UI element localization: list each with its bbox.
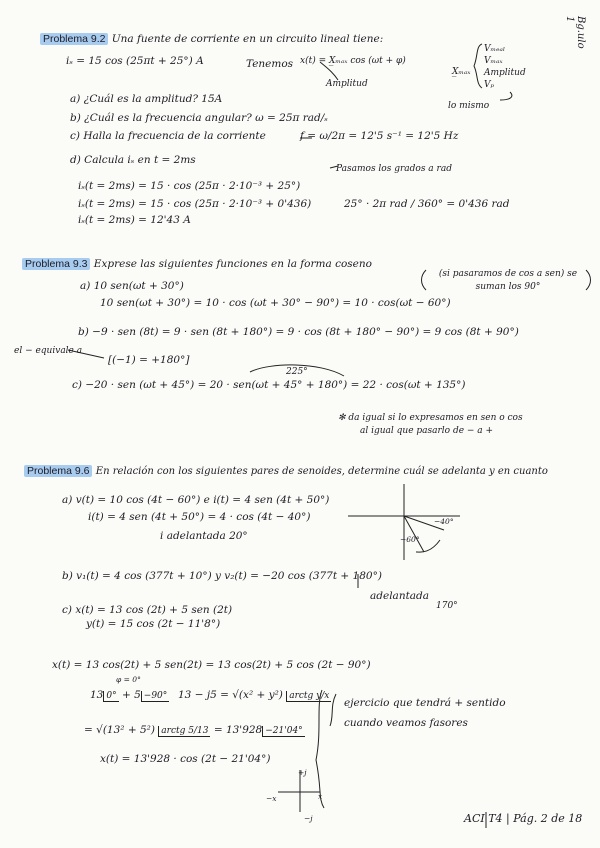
part-a-given: a) 10 sen(ωt + 30°): [80, 280, 184, 292]
note-line-1: ✻ da igual si lo expresamos en sen o cos: [338, 413, 523, 423]
equivale-arrow: [68, 350, 104, 358]
brace: [474, 44, 482, 88]
given-expression: iₛ = 15 cos (25πt + 25°) A: [66, 55, 204, 67]
angle-label: −60°: [400, 535, 420, 544]
note-line-2: al igual que pasarlo de − a +: [360, 426, 494, 436]
part-b-result: adelantada: [370, 590, 430, 602]
phi-note: φ = 0°: [116, 675, 141, 684]
axis-label: x: [318, 792, 323, 801]
phase-arc: [416, 540, 440, 552]
lo-mismo-arrow: [500, 92, 512, 100]
part-b-angle: 170°: [436, 601, 458, 611]
brace-big: [316, 690, 324, 808]
side-note: Bg.ulo 1: [564, 16, 586, 49]
calc-line-2: iₛ(t = 2ms) = 15 · cos (25π · 2·10⁻³ + 0'436): [78, 198, 312, 210]
phase-ray: [404, 516, 444, 530]
lo-mismo-note: lo mismo: [448, 101, 490, 111]
polar-angle: arctg y/x: [286, 691, 331, 702]
question-a: a) ¿Cuál es la amplitud? 15A: [70, 93, 223, 105]
degree-conversion: 25° · 2π rad / 360° = 0'436 rad: [344, 198, 510, 210]
page-footer: ACI T4 | Pág. 2 de 18: [464, 812, 583, 825]
part-a-given: a) v(t) = 10 cos (4t − 60°) e i(t) = 4 sen (4t + 50°): [62, 494, 330, 506]
question-d: d) Calcula iₛ en t = 2ms: [70, 154, 196, 166]
ejercicio-note-1: ejercicio que tendrá + sentido: [344, 697, 506, 709]
axis-label: −j: [304, 814, 313, 823]
angle-arc: [250, 365, 344, 376]
amplitud-arrow: [320, 62, 338, 80]
part-b-solution: b) −9 · sen (8t) = 9 · sen (8t + 180°) = 9 · cos (8t + 180° − 90°) = 9 cos (8t + 90°): [78, 326, 519, 338]
phase-ray: [404, 516, 424, 552]
problem-title: Problema 9.6: [24, 465, 92, 477]
part-c-given-y: y(t) = 15 cos (2t − 11'8°): [86, 618, 221, 630]
calc-line-1: iₛ(t = 2ms) = 15 · cos (25π · 2·10⁻³ + 25°): [78, 180, 301, 192]
ejercicio-brace: [330, 694, 336, 726]
pasamos-arrow: [330, 166, 338, 168]
polar-arctg: arctg 5/13: [158, 726, 210, 737]
part-a-solution: 10 sen(ωt + 30°) = 10 · cos (ωt + 30° − 90°) = 10 · cos(ωt − 60°): [100, 297, 451, 309]
calc-result: iₛ(t = 2ms) = 12'43 A: [78, 214, 191, 226]
problem-title: Problema 9.3: [22, 258, 90, 270]
x-expansion: x(t) = 13 cos(2t) + 5 sen(2t) = 13 cos(2t) + 5 cos (2t − 90°): [52, 659, 371, 671]
polar-phase: −21'04°: [262, 726, 304, 737]
angle-sum-note: 225°: [286, 367, 308, 377]
problem-statement: Exprese las siguientes funciones en la forma coseno: [93, 258, 372, 270]
part-c-given-x: c) x(t) = 13 cos (2t) + 5 sen (2t): [62, 604, 233, 616]
problem-statement: Una fuente de corriente en un circuito lineal tiene:: [111, 33, 384, 45]
problem-statement: En relación con los siguientes pares de senoides, determine cuál se adelanta y en cuanto: [95, 466, 548, 477]
xmax-label: X̲ₘₐₓ: [452, 67, 471, 77]
general-form: x(t) = X̲ₘₐₓ cos (ωt + φ): [300, 56, 406, 66]
pasamos-note: Pasamos los grados a rad: [336, 164, 452, 174]
question-c: c) Halla la frecuencia de la corriente: [70, 130, 266, 142]
phasor-magnitude: 13: [90, 689, 104, 701]
final-result: x(t) = 13'928 · cos (2t − 21'04°): [100, 753, 271, 765]
side-note-bracket: [586, 270, 591, 290]
brace-item: Vₘₑₐₗ: [484, 44, 506, 54]
tenemos-label: Tenemos: [246, 58, 294, 70]
polar-root: = √(13² + 5²): [84, 724, 155, 736]
side-note-cos-sen: (si pasaramos de cos a sen) se suman los 90°: [438, 269, 578, 292]
phasor-angle: 0°: [103, 691, 118, 702]
brace-item: Vₚ: [484, 80, 495, 90]
polar-magnitude: = 13'928: [213, 724, 263, 736]
brace-item: Amplitud: [484, 68, 526, 78]
phasor-plus: + 5: [121, 689, 141, 701]
equivale-note: el − equivale a: [14, 346, 83, 356]
part-a-result: i adelantada 20°: [160, 530, 248, 542]
part-c-solution: c) −20 · sen (ωt + 45°) = 20 · sen(ωt + 45° + 180°) = 22 · cos(ωt + 135°): [72, 379, 466, 391]
axis-label: −x: [266, 794, 277, 803]
problem-title: Problema 9.2: [40, 33, 108, 45]
part-a-conversion: i(t) = 4 sen (4t + 50°) = 4 · cos (4t − 40°): [88, 511, 311, 523]
side-note-bracket: [422, 270, 427, 290]
equivale-box: [(−1) = +180°]: [108, 354, 190, 366]
axis-label: +j: [298, 768, 307, 777]
brace-item: Vₘₐₓ: [484, 56, 503, 66]
polar-formula: 13 − j5 = √(x² + y²): [178, 689, 283, 701]
question-c-answer: f = ω/2π = 12'5 s⁻¹ = 12'5 Hz: [300, 130, 459, 142]
amplitud-label: Amplitud: [326, 79, 368, 89]
part-b-given: b) v₁(t) = 4 cos (377t + 10°) y v₂(t) = −20 cos (377t + 180°): [62, 570, 382, 582]
angle-label: −40°: [434, 517, 454, 526]
phasor-angle: −90°: [141, 691, 170, 702]
question-b: b) ¿Cuál es la frecuencia angular? ω = 25π rad/ₛ: [70, 112, 328, 124]
ejercicio-note-2: cuando veamos fasores: [344, 717, 468, 729]
